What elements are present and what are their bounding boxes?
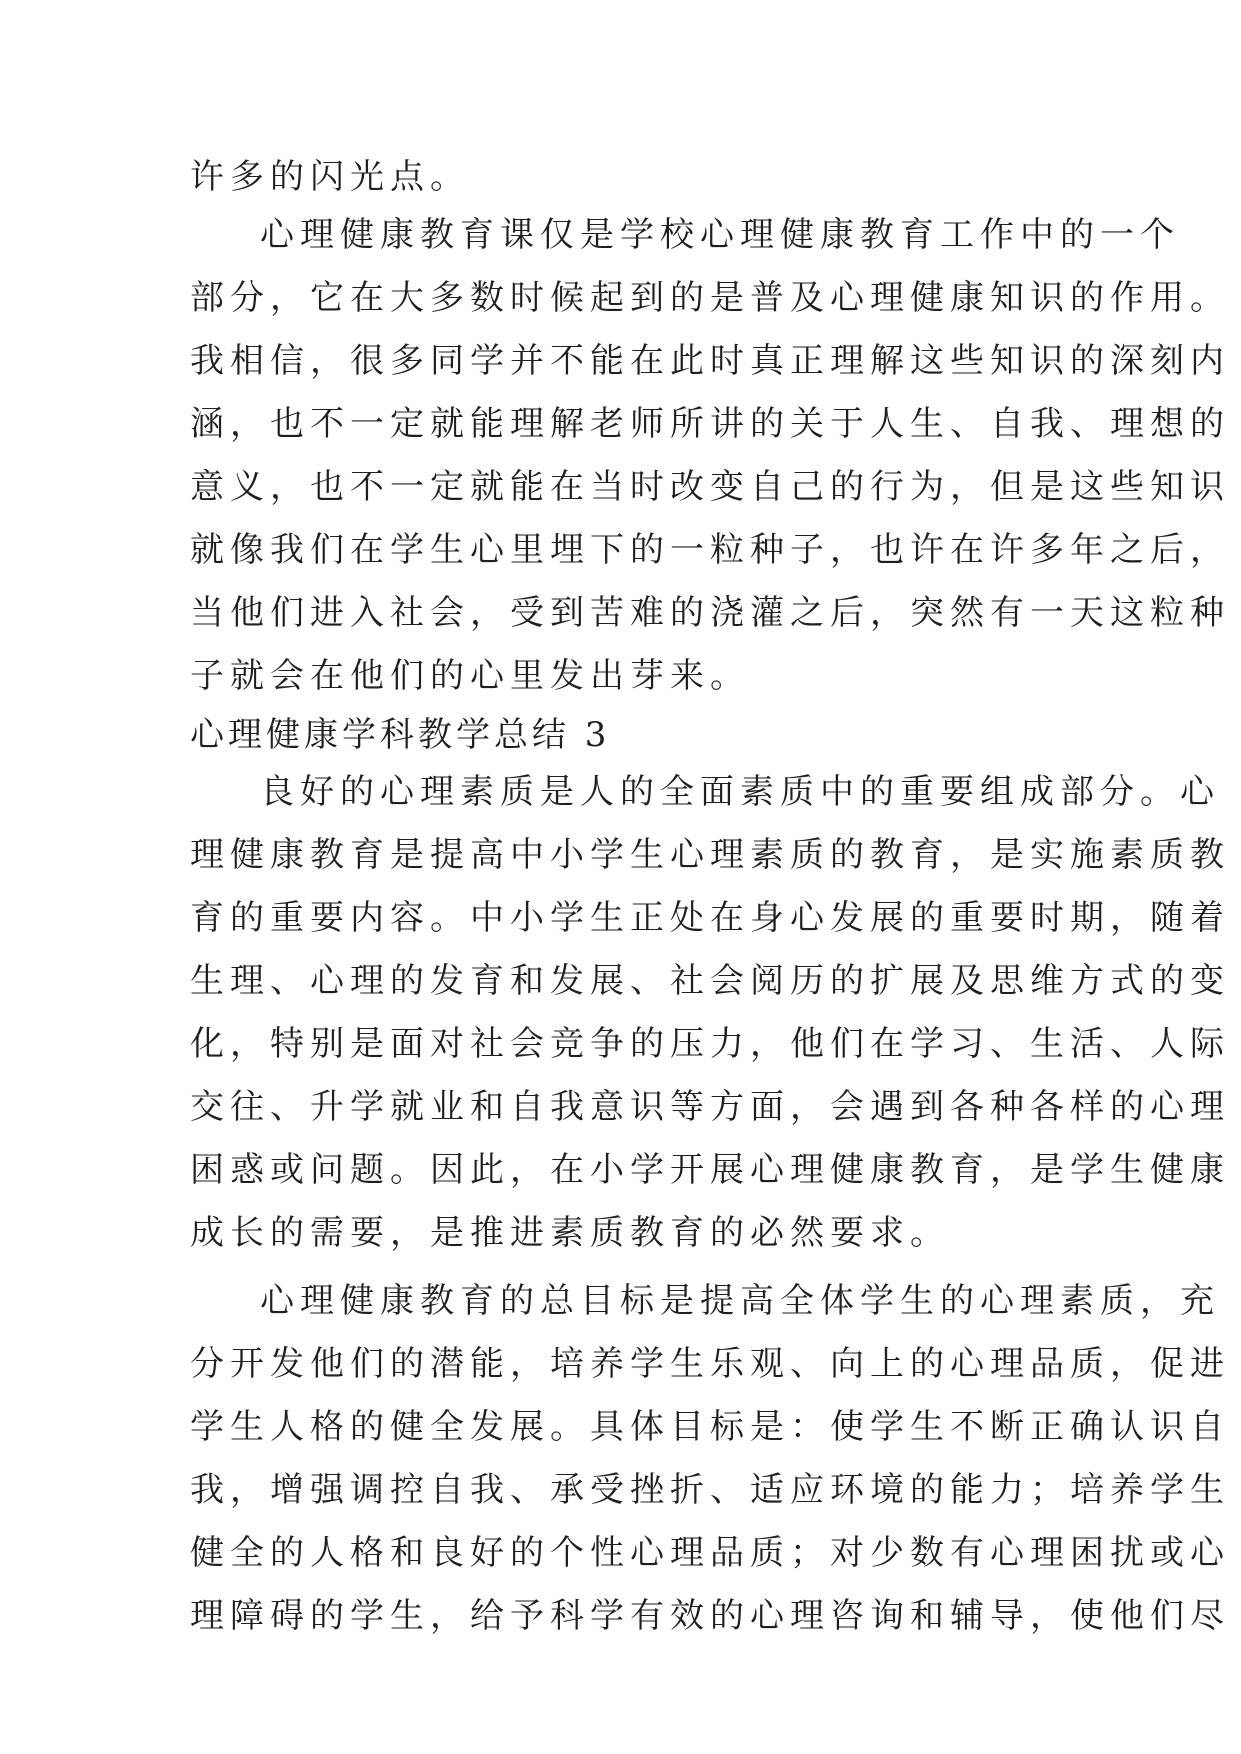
document-body	[190, 157, 1230, 1658]
text-line: 涵，也不一定就能理解老师所讲的关于人生、自我、理想的	[190, 404, 1230, 444]
text-line: 健全的人格和良好的个性心理品质；对少数有心理困扰或心	[190, 1533, 1230, 1573]
text-line: 许多的闪光点。	[190, 157, 470, 197]
text-line: 心理健康教育课仅是学校心理健康教育工作中的一个	[260, 215, 1180, 255]
text-line: 我相信，很多同学并不能在此时真正理解这些知识的深刻内	[190, 341, 1230, 381]
text-line: 分开发他们的潜能，培养学生乐观、向上的心理品质，促进	[190, 1344, 1230, 1384]
text-line: 理健康教育是提高中小学生心理素质的教育，是实施素质教	[190, 835, 1230, 875]
text-line: 良好的心理素质是人的全面素质中的重要组成部分。心	[260, 772, 1220, 812]
section-heading: 心理健康学科教学总结 3	[190, 715, 611, 755]
text-line: 困惑或问题。因此，在小学开展心理健康教育，是学生健康	[190, 1150, 1230, 1190]
text-line: 化，特别是面对社会竞争的压力，他们在学习、生活、人际	[190, 1024, 1230, 1064]
text-line: 心理健康教育的总目标是提高全体学生的心理素质，充	[260, 1281, 1220, 1321]
text-line: 我，增强调控自我、承受挫折、适应环境的能力；培养学生	[190, 1470, 1230, 1510]
text-line: 子就会在他们的心里发出芽来。	[190, 656, 750, 696]
text-line: 部分，它在大多数时候起到的是普及心理健康知识的作用。	[190, 278, 1230, 318]
text-line: 当他们进入社会，受到苦难的浇灌之后，突然有一天这粒种	[190, 593, 1230, 633]
text-line: 学生人格的健全发展。具体目标是：使学生不断正确认识自	[190, 1407, 1230, 1447]
text-line: 理障碍的学生，给予科学有效的心理咨询和辅导，使他们尽	[190, 1596, 1230, 1636]
text-line: 育的重要内容。中小学生正处在身心发展的重要时期，随着	[190, 898, 1230, 938]
text-line: 成长的需要，是推进素质教育的必然要求。	[190, 1213, 950, 1253]
text-line: 意义，也不一定就能在当时改变自己的行为，但是这些知识	[190, 467, 1230, 507]
text-line: 生理、心理的发育和发展、社会阅历的扩展及思维方式的变	[190, 961, 1230, 1001]
text-line: 交往、升学就业和自我意识等方面，会遇到各种各样的心理	[190, 1087, 1230, 1127]
text-line: 就像我们在学生心里埋下的一粒种子，也许在许多年之后，	[190, 530, 1230, 570]
